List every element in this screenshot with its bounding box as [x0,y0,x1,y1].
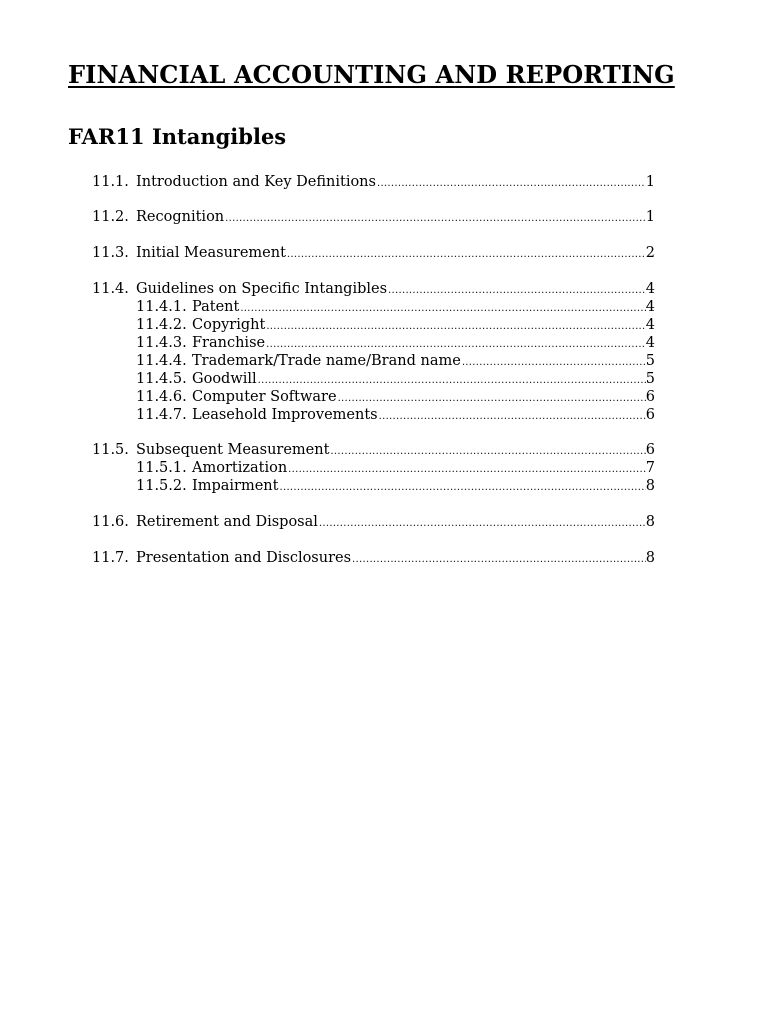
toc-entry-page: 5 [645,353,655,369]
toc-entry[interactable] [92,549,655,567]
toc-subentry[interactable] [136,316,655,334]
toc-entry-page: 1 [645,209,655,225]
toc-entry-number: 11.4. [92,281,129,297]
toc-dot-leader [376,175,646,193]
toc-dot-leader [224,210,646,228]
toc-entry-title: Franchise [192,335,266,351]
toc-subentry[interactable] [136,334,655,352]
toc-entry[interactable] [92,441,655,459]
toc-entry-page: 6 [645,442,655,458]
toc-entry-number: 11.5. [92,442,129,458]
toc-entry-title: Impairment [192,478,279,494]
toc-entry-number: 11.5.2. [136,478,187,494]
toc-subentry[interactable] [136,459,655,477]
toc-entry-number: 11.2. [92,209,129,225]
toc-subentry[interactable] [136,406,655,424]
toc-entry-number: 11.4.7. [136,407,187,423]
toc-entry[interactable] [92,208,655,226]
section-title: FAR11 Intangibles [68,124,287,149]
toc-entry-number: 11.7. [92,550,129,566]
toc-entry-title: Retirement and Disposal [136,514,318,530]
toc-entry-title: Recognition [136,209,225,225]
toc-entry-number: 11.5.1. [136,460,187,476]
toc-entry-page: 4 [645,317,655,333]
toc-entry-number: 11.4.5. [136,371,187,387]
toc-entry-number: 11.4.4. [136,353,187,369]
toc-entry-title: Amortization [192,460,288,476]
toc-entry-page: 8 [645,478,655,494]
toc-entry-title: Presentation and Disclosures [136,550,352,566]
toc-dot-leader [318,515,646,533]
toc-entry[interactable] [92,244,655,262]
toc-entry-page: 6 [645,407,655,423]
toc-entry-title: Computer Software [192,389,337,405]
toc-entry-number: 11.4.1. [136,299,187,315]
toc-entry-number: 11.3. [92,245,129,261]
toc-entry-page: 6 [645,389,655,405]
toc-entry-page: 4 [645,281,655,297]
toc-entry-page: 8 [645,514,655,530]
toc-entry-title: Goodwill [192,371,257,387]
toc-entry-page: 7 [645,460,655,476]
toc-subentry[interactable] [136,477,655,495]
toc-dot-leader [378,408,646,426]
toc-entry-page: 4 [645,299,655,315]
toc-entry-page: 1 [645,174,655,190]
toc-entry-number: 11.6. [92,514,129,530]
toc-entry-number: 11.4.2. [136,317,187,333]
toc-dot-leader [351,551,646,569]
toc-subentry[interactable] [136,298,655,316]
toc-entry-title: Subsequent Measurement [136,442,330,458]
toc-entry-title: Leasehold Improvements [192,407,378,423]
toc-entry-page: 8 [645,550,655,566]
toc-entry-title: Guidelines on Specific Intangibles [136,281,388,297]
toc-subentry[interactable] [136,370,655,388]
toc-entry-title: Patent [192,299,240,315]
toc-entry[interactable] [92,173,655,191]
toc-entry-page: 5 [645,371,655,387]
toc-entry-title: Initial Measurement [136,245,286,261]
document-title: FINANCIAL ACCOUNTING AND REPORTING [68,60,675,89]
toc-entry-number: 11.4.6. [136,389,187,405]
toc-subentry[interactable] [136,352,655,370]
toc-entry-title: Introduction and Key Definitions [136,174,376,190]
toc-entry-page: 2 [645,245,655,261]
toc-subentry[interactable] [136,388,655,406]
toc-entry[interactable] [92,280,655,298]
toc-entry-title: Trademark/Trade name/Brand name [192,353,461,369]
toc-entry-number: 11.4.3. [136,335,187,351]
toc-dot-leader [278,479,645,497]
toc-entry-number: 11.1. [92,174,129,190]
toc-entry-page: 4 [645,335,655,351]
toc-entry[interactable] [92,513,655,531]
toc-dot-leader [286,246,646,264]
toc-entry-title: Copyright [192,317,266,333]
